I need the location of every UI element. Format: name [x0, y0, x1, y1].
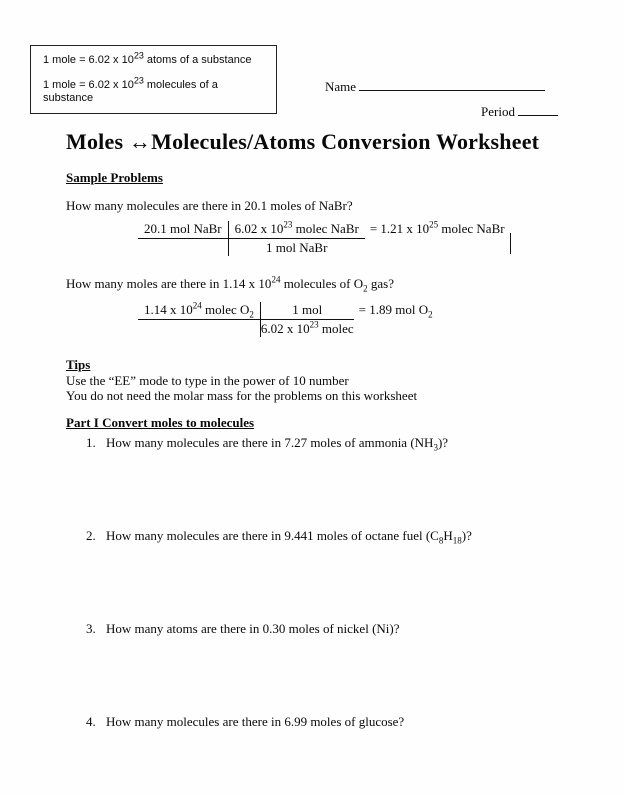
value-text: 20.1 mol NaBr	[144, 221, 222, 236]
tip-line-2: You do not need the molar mass for the problems on this worksheet	[66, 388, 418, 403]
tips-heading: Tips	[66, 357, 91, 372]
fraction-numerator	[138, 302, 260, 320]
question-text	[106, 435, 449, 453]
reference-line-atoms	[43, 50, 269, 67]
work-result	[354, 302, 438, 318]
part1-heading: Part I Convert moles to molecules	[66, 415, 255, 430]
reference-text: 1 mole = 6.02 x 10	[43, 79, 134, 91]
item-number: 3.	[86, 621, 96, 636]
reference-text: molecules of a substance	[43, 79, 218, 104]
exponent: 24	[192, 300, 202, 311]
mole-reference-box	[30, 45, 277, 114]
value-text: molec NaBr	[292, 221, 359, 236]
tip-line-1: Use the “EE” mode to type in the power of 10 number	[66, 373, 349, 388]
exponent: 23	[133, 75, 144, 86]
sample-question-1: How many molecules are there in 20.1 moles of NaBr?	[66, 198, 353, 213]
fraction-denominator	[261, 320, 354, 337]
reference-text: atoms of a substance	[143, 54, 252, 66]
subscript: 2	[428, 309, 433, 320]
value-text: = 1.21 x 10	[369, 221, 430, 236]
subscript: 18	[452, 535, 462, 546]
subscript: 8	[438, 535, 444, 546]
value-text: 6.02 x 10	[260, 321, 310, 336]
exponent: 23	[133, 50, 144, 61]
value-text: molec	[318, 321, 354, 336]
question-text	[106, 528, 472, 546]
question-text: H	[443, 528, 453, 543]
question-text: How many molecules are there in 6.99 moles of glucose?	[106, 714, 405, 729]
worksheet-content	[66, 128, 578, 730]
period-label: Period	[481, 104, 515, 119]
fraction-numerator	[229, 221, 365, 239]
sample-question-2	[66, 276, 578, 292]
fraction-column	[261, 302, 354, 337]
subscript: 2	[363, 283, 368, 294]
divider-bar	[510, 233, 511, 254]
fraction-column	[229, 221, 365, 256]
question-text	[106, 621, 400, 636]
value-text: = 1.89 mol O	[358, 302, 429, 317]
subscript: 3	[433, 442, 438, 453]
value-text: molec O	[201, 302, 250, 317]
page-title: Moles ↔Molecules/Atoms Conversion Worksheet	[66, 129, 540, 154]
exponent: 23	[283, 219, 293, 230]
exponent: 25	[429, 219, 439, 230]
period-line	[481, 102, 558, 120]
question-text: )?	[437, 435, 449, 450]
sample-problems-heading: Sample Problems	[66, 170, 163, 185]
question-item-3	[86, 621, 578, 637]
question-item-2	[86, 528, 578, 544]
reference-text: 1 mole = 6.02 x 10	[43, 54, 134, 66]
work-result	[365, 221, 510, 237]
sample-work-1	[138, 221, 578, 256]
value-text: molec NaBr	[438, 221, 505, 236]
exponent: 23	[309, 319, 319, 330]
item-number: 1.	[86, 435, 96, 450]
value-text: 1 mol NaBr	[266, 240, 328, 255]
question-text: How many atoms are there in 0.30 moles of nickel (Ni)?	[106, 621, 400, 636]
period-blank	[518, 102, 558, 116]
name-label: Name	[325, 79, 357, 94]
question-text: molecules of O	[280, 276, 364, 291]
question-list	[66, 435, 578, 730]
exponent: 24	[271, 274, 281, 285]
question-text: )?	[461, 528, 472, 543]
value-text: 6.02 x 10	[234, 221, 284, 236]
value-text: 1 mol	[292, 302, 323, 317]
question-item-4	[86, 714, 578, 730]
question-text: gas?	[367, 276, 394, 291]
question-item-1	[86, 435, 578, 451]
fraction-numerator	[261, 302, 354, 320]
reference-line-molecules	[43, 75, 269, 105]
subscript: 2	[249, 309, 254, 320]
item-number: 2.	[86, 528, 96, 543]
fraction-numerator	[138, 221, 228, 239]
question-text	[106, 714, 404, 729]
item-number: 4.	[86, 714, 96, 729]
question-text: How many molecules are there in 7.27 moles of ammonia (NH	[106, 435, 434, 450]
fraction-column	[138, 221, 228, 239]
fraction-denominator	[266, 239, 327, 256]
question-text: How many molecules are there in 9.441 moles of octane fuel (C	[106, 528, 439, 543]
sample-work-2	[138, 302, 578, 337]
fraction-column	[138, 302, 260, 320]
name-blank	[359, 77, 545, 91]
value-text: 1.14 x 10	[144, 302, 193, 317]
name-line	[325, 77, 545, 95]
question-text: How many moles are there in 1.14 x 10	[66, 276, 272, 291]
